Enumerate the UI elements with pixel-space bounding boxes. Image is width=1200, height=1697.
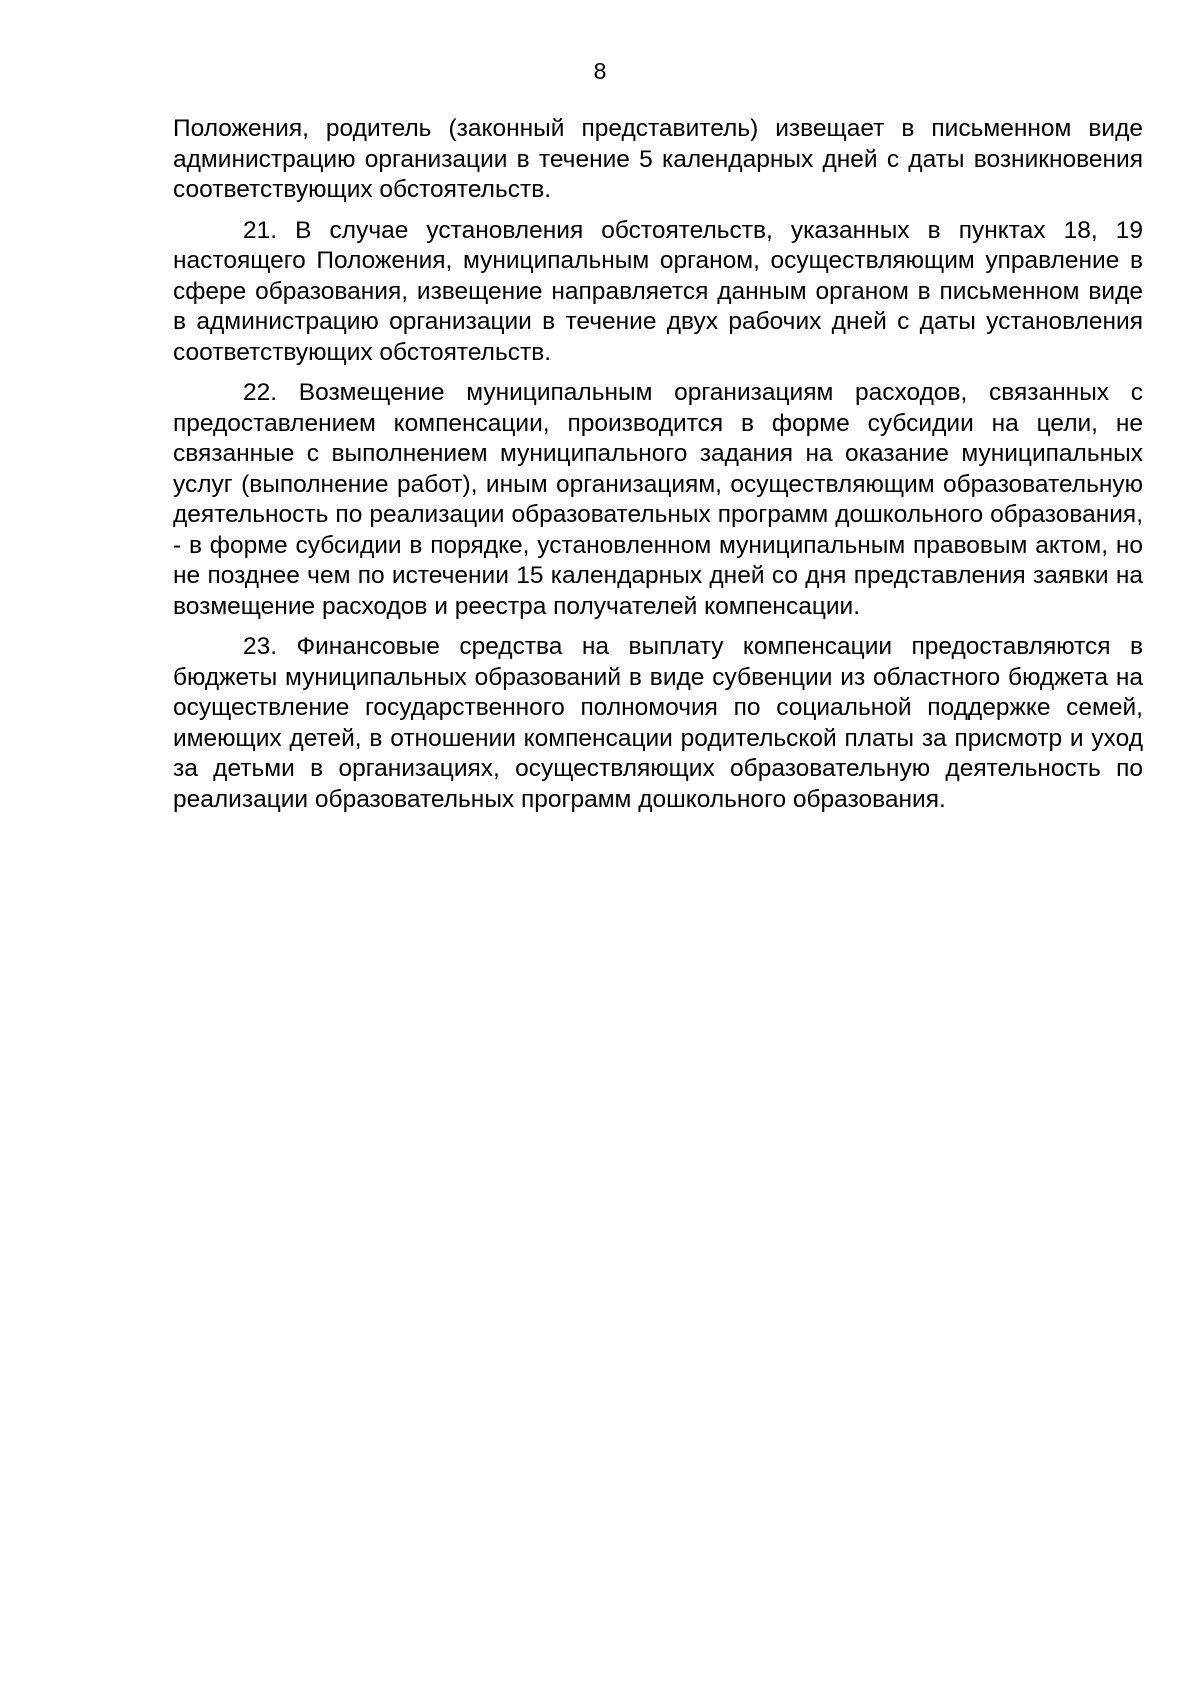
paragraph-item-22: 22. Возмещение муниципальным организациям расходов, связанных с предоставлением компенсации, производится в форме субсидии на цели, не связанные с выполнением муниципального задания на оказание муниципальных услуг (выполнение работ), иным организациям, осуществляющим образовательную деятельность по реализации образовательных программ дошкольного образования, - в форме субсидии в порядке, установленном муниципальным правовым актом, но не позднее чем по истечении 15 календарных дней со дня представления заявки на возмещение расходов и реестра получателей компенсации. [173, 379, 1143, 620]
paragraph-continuation: Положения, родитель (законный представитель) извещает в письменном виде администрацию организации в течение 5 календарных дней с даты возникновения соответствующих обстоятельств. [173, 115, 1143, 203]
page-number: 8 [593, 58, 607, 84]
paragraph-item-21: 21. В случае установления обстоятельств, указанных в пунктах 18, 19 настоящего Положения, муниципальным органом, осуществляющим управление в сфере образования, извещение направляется данным органом в письменном виде в администрацию организации в течение двух рабочих дней с даты установления соответствующих обстоятельств. [173, 216, 1143, 366]
document-body [173, 114, 1143, 825]
paragraph-item-23: 23. Финансовые средства на выплату компенсации предоставляются в бюджеты муниципальных образований в виде субвенции из областного бюджета на осуществление государственного полномочия по социальной поддержке семей, имеющих детей, в отношении компенсации родительской платы за присмотр и уход за детьми в организациях, осуществляющих образовательную деятельность по реализации образовательных программ дошкольного образования. [173, 633, 1143, 813]
